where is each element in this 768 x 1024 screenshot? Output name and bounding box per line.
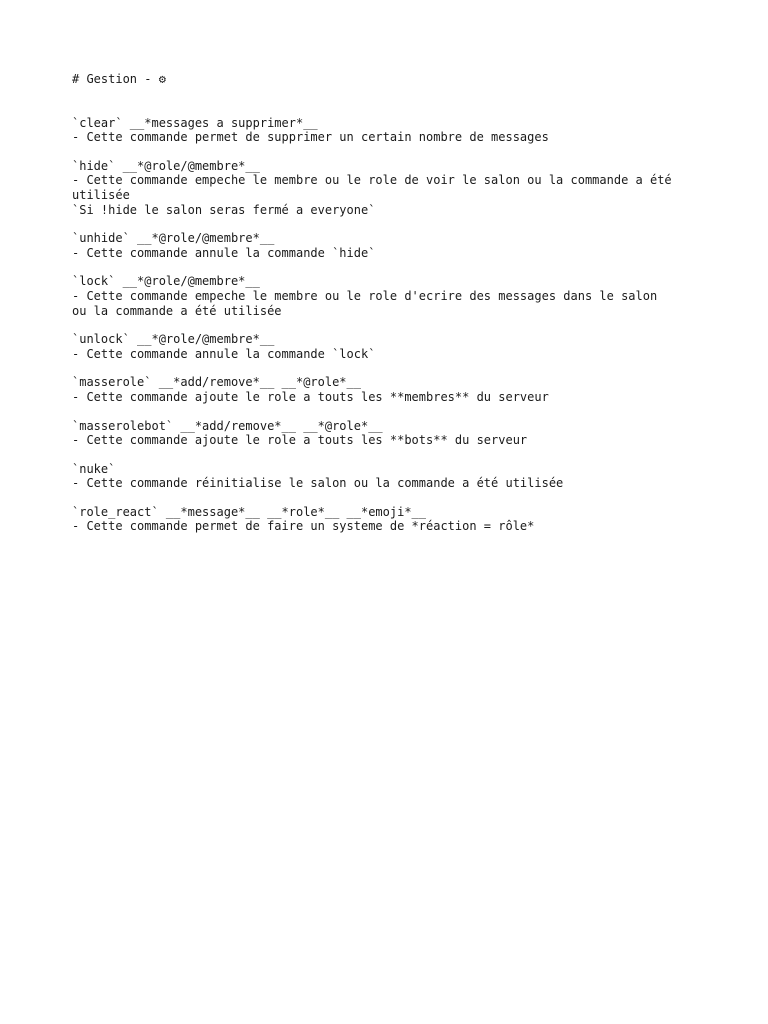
command-syntax-line: `unlock` __*@role/@membre*__ — [72, 332, 275, 347]
command-syntax-line: `unhide` __*@role/@membre*__ — [72, 231, 275, 246]
command-block — [72, 159, 712, 217]
command-syntax-line: `masserolebot` __*add/remove*__ __*@role*__ — [72, 418, 383, 433]
command-syntax-line: `masserole` __*add/remove*__ __*@role*__ — [72, 375, 361, 390]
document-title: # Gestion - ⚙ — [72, 72, 166, 86]
command-description-line: `Si !hide le salon seras fermé a everyone` — [72, 202, 376, 217]
command-block — [72, 332, 712, 361]
command-description-line: - Cette commande empeche le membre ou le role de voir le salon ou la commande a été — [72, 173, 672, 188]
command-description-line: - Cette commande réinitialise le salon ou la commande a été utilisée — [72, 476, 564, 491]
command-block — [72, 462, 712, 491]
command-syntax-line: `hide` __*@role/@membre*__ — [72, 158, 260, 173]
command-description-line: ou la commande a été utilisée — [72, 303, 282, 318]
command-description-line: - Cette commande permet de supprimer un certain nombre de messages — [72, 130, 549, 145]
command-block — [72, 419, 712, 448]
command-description-line: - Cette commande annule la commande `lock` — [72, 346, 376, 361]
command-description-line: utilisée — [72, 187, 130, 202]
command-syntax-line: `lock` __*@role/@membre*__ — [72, 274, 260, 289]
command-block — [72, 116, 712, 145]
command-description-line: - Cette commande permet de faire un systeme de *réaction = rôle* — [72, 519, 535, 534]
command-syntax-line: `role_react` __*message*__ __*role*__ __*emoji*__ — [72, 504, 427, 519]
command-block — [72, 375, 712, 404]
command-description-line: - Cette commande ajoute le role a touts les **bots** du serveur — [72, 433, 528, 448]
command-description-line: - Cette commande annule la commande `hide` — [72, 245, 376, 260]
command-syntax-line: `nuke` — [72, 461, 116, 476]
command-block — [72, 231, 712, 260]
command-block — [72, 274, 712, 318]
command-description-line: - Cette commande ajoute le role a touts les **membres** du serveur — [72, 389, 549, 404]
command-list — [72, 116, 712, 534]
command-block — [72, 505, 712, 534]
command-description-line: - Cette commande empeche le membre ou le role d'ecrire des messages dans le salon — [72, 288, 658, 303]
command-syntax-line: `clear` __*messages a supprimer*__ — [72, 115, 318, 130]
